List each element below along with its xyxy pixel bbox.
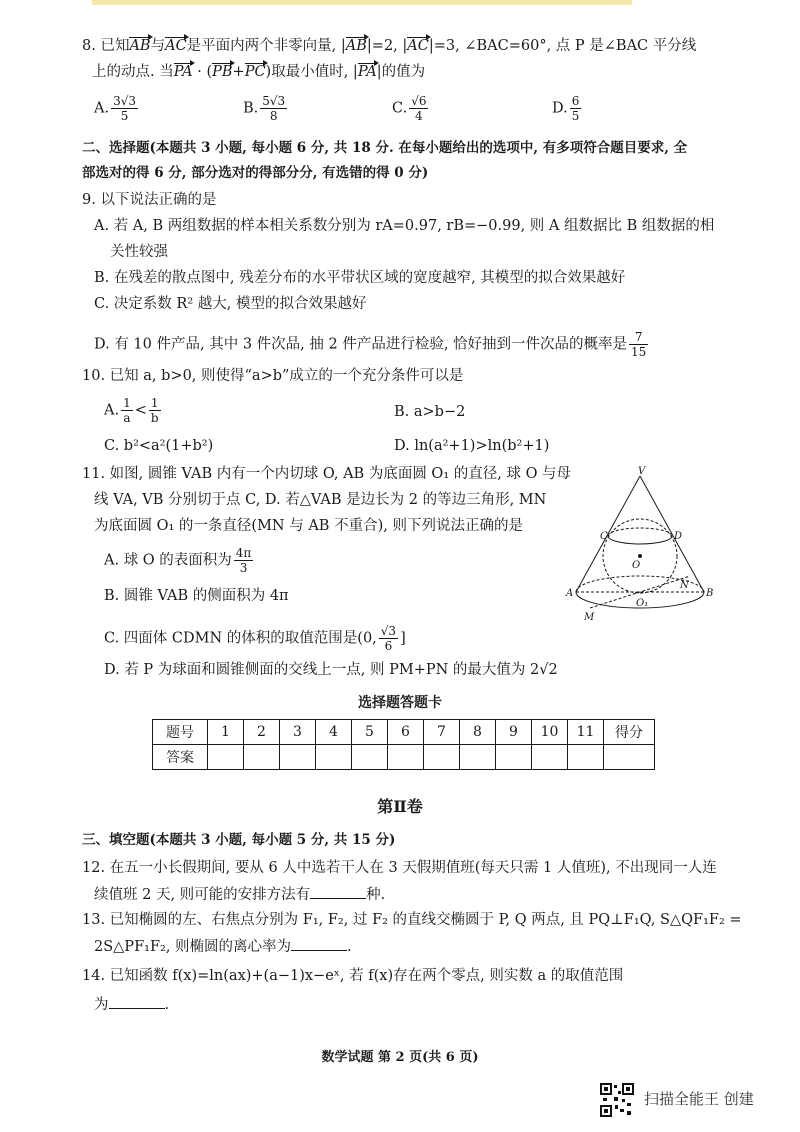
question-number-cell: 7 — [424, 720, 460, 745]
q8-option-d: D. $\frac{6}{5}$ — [552, 94, 580, 123]
sphere-center-dot — [639, 555, 642, 558]
answer-cell[interactable] — [532, 745, 568, 770]
answer-cell[interactable] — [460, 745, 496, 770]
answer-cell[interactable] — [568, 745, 604, 770]
section2-heading-line1: 二、选择题(本题共 3 小题, 每小题 6 分, 共 18 分. 在每小题给出的选项中, 有多项符合题目要求, 全 — [82, 140, 688, 156]
page-footer: 数学试题 第 2 页(共 6 页) — [321, 1050, 479, 1065]
q8-option-b: B. $\frac{5√3}{8}$ — [243, 94, 286, 123]
question-number-cell: 3 — [280, 720, 316, 745]
answer-cell[interactable] — [388, 745, 424, 770]
q11-line1: 11. 如图, 圆锥 VAB 内有一个内切球 O, AB 为底面圆 O₁ 的直径, 球 O 与母 — [82, 466, 572, 482]
label-n: N — [680, 580, 689, 591]
question-number-cell: 8 — [460, 720, 496, 745]
q14-line2: 为 . — [94, 994, 169, 1015]
q10-option-a: A. $\frac{1}{a}$ < $\frac{1}{b}$ — [104, 396, 159, 425]
label-v: V — [638, 466, 646, 477]
question-number-header: 题号 — [153, 720, 208, 745]
answer-cell[interactable] — [244, 745, 280, 770]
q13-line2: 2S△PF₁F₂, 则椭圆的离心率为 . — [94, 936, 352, 957]
q13-line1: 13. 已知椭圆的左、右焦点分别为 F₁, F₂, 过 F₂ 的直线交椭圆于 P, Q 两点, 且 PQ⊥F₁Q, S△QF₁F₂ = — [82, 912, 742, 928]
question-number-cell: 10 — [532, 720, 568, 745]
q9-option-a-line2: 关性较强 — [110, 244, 168, 260]
answer-cell[interactable] — [208, 745, 244, 770]
question-number-cell: 4 — [316, 720, 352, 745]
answer-row-header: 答案 — [153, 745, 208, 770]
label-d: D — [674, 531, 683, 542]
label-b: B — [706, 588, 714, 599]
q10-option-c: C. b²<a²(1+b²) — [104, 438, 214, 454]
q11-option-b: B. 圆锥 VAB 的侧面积为 4π — [104, 588, 289, 604]
highlight-strip — [92, 0, 632, 5]
answer-card-table — [152, 719, 655, 770]
q10-option-b: B. a>b−2 — [394, 404, 466, 420]
q10-stem: 10. 已知 a, b>0, 则使得“a>b”成立的一个充分条件可以是 — [82, 368, 464, 384]
cone-figure — [560, 464, 720, 624]
answer-cell[interactable] — [316, 745, 352, 770]
q10-option-d: D. ln(a²+1)>ln(b²+1) — [394, 438, 550, 454]
q9-option-c: C. 决定系数 R² 越大, 模型的拟合效果越好 — [94, 296, 367, 312]
q12-line1: 12. 在五一小长假期间, 要从 6 人中选若干人在 3 天假期值班(每天只需 1 人值班), 不出现同一人连 — [82, 860, 717, 876]
q8-option-a: A. $\frac{3√3}{5}$ — [94, 94, 137, 123]
question-number-cell: 2 — [244, 720, 280, 745]
q9-stem: 9. 以下说法正确的是 — [82, 192, 217, 208]
label-c: C — [600, 531, 608, 542]
question-number-cell: 5 — [352, 720, 388, 745]
label-a: A — [566, 588, 574, 599]
answer-cell[interactable] — [424, 745, 460, 770]
qr-code-icon — [600, 1083, 634, 1117]
cone-edge-vb — [640, 476, 704, 592]
table-row — [153, 720, 655, 745]
label-m: M — [584, 612, 595, 623]
tangent-circle-back — [608, 528, 672, 536]
section2-heading-line2: 部选对的得 6 分, 部分选对的得部分分, 有选错的得 0 分) — [82, 165, 429, 181]
label-o: O — [632, 560, 641, 571]
tangent-circle-front — [608, 536, 672, 544]
q8-line2: 上的动点. 当PA · (PB+PC)取最小值时, |PA|的值为 — [92, 64, 426, 80]
score-header: 得分 — [604, 720, 655, 745]
answer-cell[interactable] — [352, 745, 388, 770]
q14-line1: 14. 已知函数 f(x)=ln(ax)+(a−1)x−eˣ, 若 f(x)存在两个零点, 则实数 a 的取值范围 — [82, 968, 624, 984]
q13-answer-blank[interactable] — [291, 936, 347, 951]
q9-option-a-line1: A. 若 A, B 两组数据的样本相关系数分别为 rA=0.97, rB=−0.99, 则 A 组数据比 B 组数据的相 — [94, 218, 715, 234]
answer-cell[interactable] — [280, 745, 316, 770]
section3-heading: 三、填空题(本题共 3 小题, 每小题 5 分, 共 15 分) — [82, 832, 396, 848]
answer-cell[interactable] — [496, 745, 532, 770]
question-number-cell: 1 — [208, 720, 244, 745]
q12-answer-blank[interactable] — [310, 884, 366, 899]
scanner-watermark: 扫描全能王 创建 — [644, 1090, 754, 1108]
q11-line2: 线 VA, VB 分别切于点 C, D. 若△VAB 是边长为 2 的等边三角形, MN — [94, 492, 547, 508]
table-row — [153, 745, 655, 770]
q12-line2: 续值班 2 天, 则可能的安排方法有 种. — [94, 884, 385, 905]
q8-line1: 8. 已知AB与AC是平面内两个非零向量, |AB|=2, |AC|=3, ∠BAC=60°, 点 P 是∠BAC 平分线 — [82, 38, 697, 54]
q9-option-d: D. 有 10 件产品, 其中 3 件次品, 抽 2 件产品进行检验, 恰好抽到一件次品的概率是 $\frac{7}{15}$ — [94, 330, 647, 359]
label-o1: O₁ — [636, 598, 649, 609]
q11-line3: 为底面圆 O₁ 的一条直径(MN 与 AB 不重合), 则下列说法正确的是 — [94, 518, 523, 534]
question-number-cell: 6 — [388, 720, 424, 745]
question-number-cell: 11 — [568, 720, 604, 745]
part2-title: 第Ⅱ卷 — [377, 797, 423, 816]
q8-option-c: C. $\frac{√6}{4}$ — [392, 94, 427, 123]
question-number-cell: 9 — [496, 720, 532, 745]
q11-option-c: C. 四面体 CDMN 的体积的取值范围是(0, $\frac{√3}{6}$ ] — [104, 624, 406, 653]
score-cell[interactable] — [604, 745, 655, 770]
q11-option-d: D. 若 P 为球面和圆锥侧面的交线上一点, 则 PM+PN 的最大值为 2√2 — [104, 662, 558, 678]
q9-option-b: B. 在残差的散点图中, 残差分布的水平带状区域的宽度越窄, 其模型的拟合效果越好 — [94, 270, 626, 286]
q14-answer-blank[interactable] — [109, 994, 165, 1009]
answer-card-title: 选择题答题卡 — [358, 695, 442, 711]
q11-option-a: A. 球 O 的表面积为 $\frac{4\pi}{3}$ — [104, 546, 252, 575]
